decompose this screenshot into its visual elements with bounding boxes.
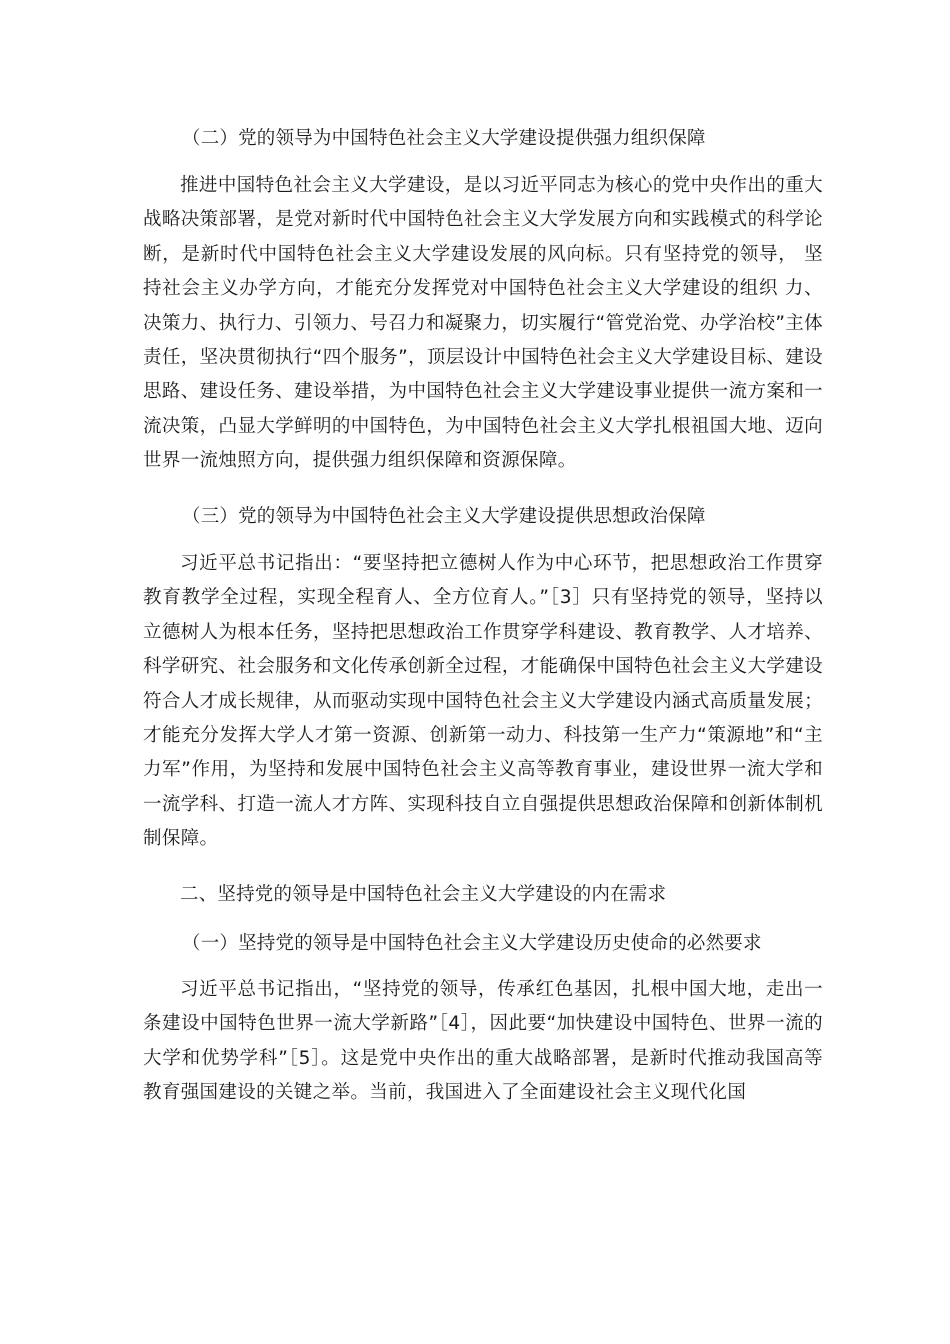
paragraph-historical-mission: 习近平总书记指出，“坚持党的领导，传承红色基因，扎根中国大地，走出一条建设中国特色世界一流大学新路”［4］，因此要“加快建设中国特色、世界一流的大学和优势学科”［5］。这是党中央作出的重大战略部署，是新时代推动我国高等教育强国建设的关键之举。当前，我国进入了全面建设社会主义现代化国 — [143, 979, 823, 1104]
paragraph-ideological-guarantee: 习近平总书记指出：“要坚持把立德树人作为中心环节，把思想政治工作贯穿教育教学全过程，实现全程育人、全方位育人。”［3］只有坚持党的领导，坚持以立德树人为根本任务，坚持把思想政治工作贯穿学科建设、教育教学、人才培养、科学研究、社会服务和文化传承创新全过程，才能确保中国特色社会主义大学建设符合人才成长规律，从而驱动实现中国特色社会主义大学建设内涵式高质量发展；才能充分发挥大学人才第一资源、创新第一动力、科技第一生产力“策源地”和“主力军”作用，为坚持和发展中国特色社会主义高等教育事业，建设世界一流大学和一流学科、打造一流人才方阵、实现科技自立自强提供思想政治保障和创新体制机制保障。 — [143, 553, 823, 850]
paragraph-organization-guarantee: 推进中国特色社会主义大学建设，是以习近平同志为核心的党中央作出的重大战略决策部署，是党对新时代中国特色社会主义大学发展方向和实践模式的科学论断，是新时代中国特色社会主义大学建设发展的风向标。只有坚持党的领导， 坚持社会主义办学方向，才能充分发挥党对中国特色社会主义大学建设的组织 力、决策力、执行力、引领力、号召力和凝聚力，切实履行“管党治党、办学治校”主体责任，坚决贯彻执行“四个服务”，顶层设计中国特色社会主义大学建设目标、建设思路、建设任务、建设举措，为中国特色社会主义大学建设事业提供一流方案和一流决策，凸显大学鲜明的中国特色，为中国特色社会主义大学扎根祖国大地、迈向世界一流烛照方向，提供强力组织保障和资源保障。 — [143, 175, 823, 472]
heading-2-3: （三）党的领导为中国特色社会主义大学建设提供思想政治保障 — [182, 506, 706, 527]
heading-2-1: （一）坚持党的领导是中国特色社会主义大学建设历史使命的必然要求 — [182, 933, 762, 954]
heading-2-2: （二）党的领导为中国特色社会主义大学建设提供强力组织保障 — [182, 128, 706, 149]
heading-section-2: 二、坚持党的领导是中国特色社会主义大学建设的内在需求 — [180, 884, 667, 905]
